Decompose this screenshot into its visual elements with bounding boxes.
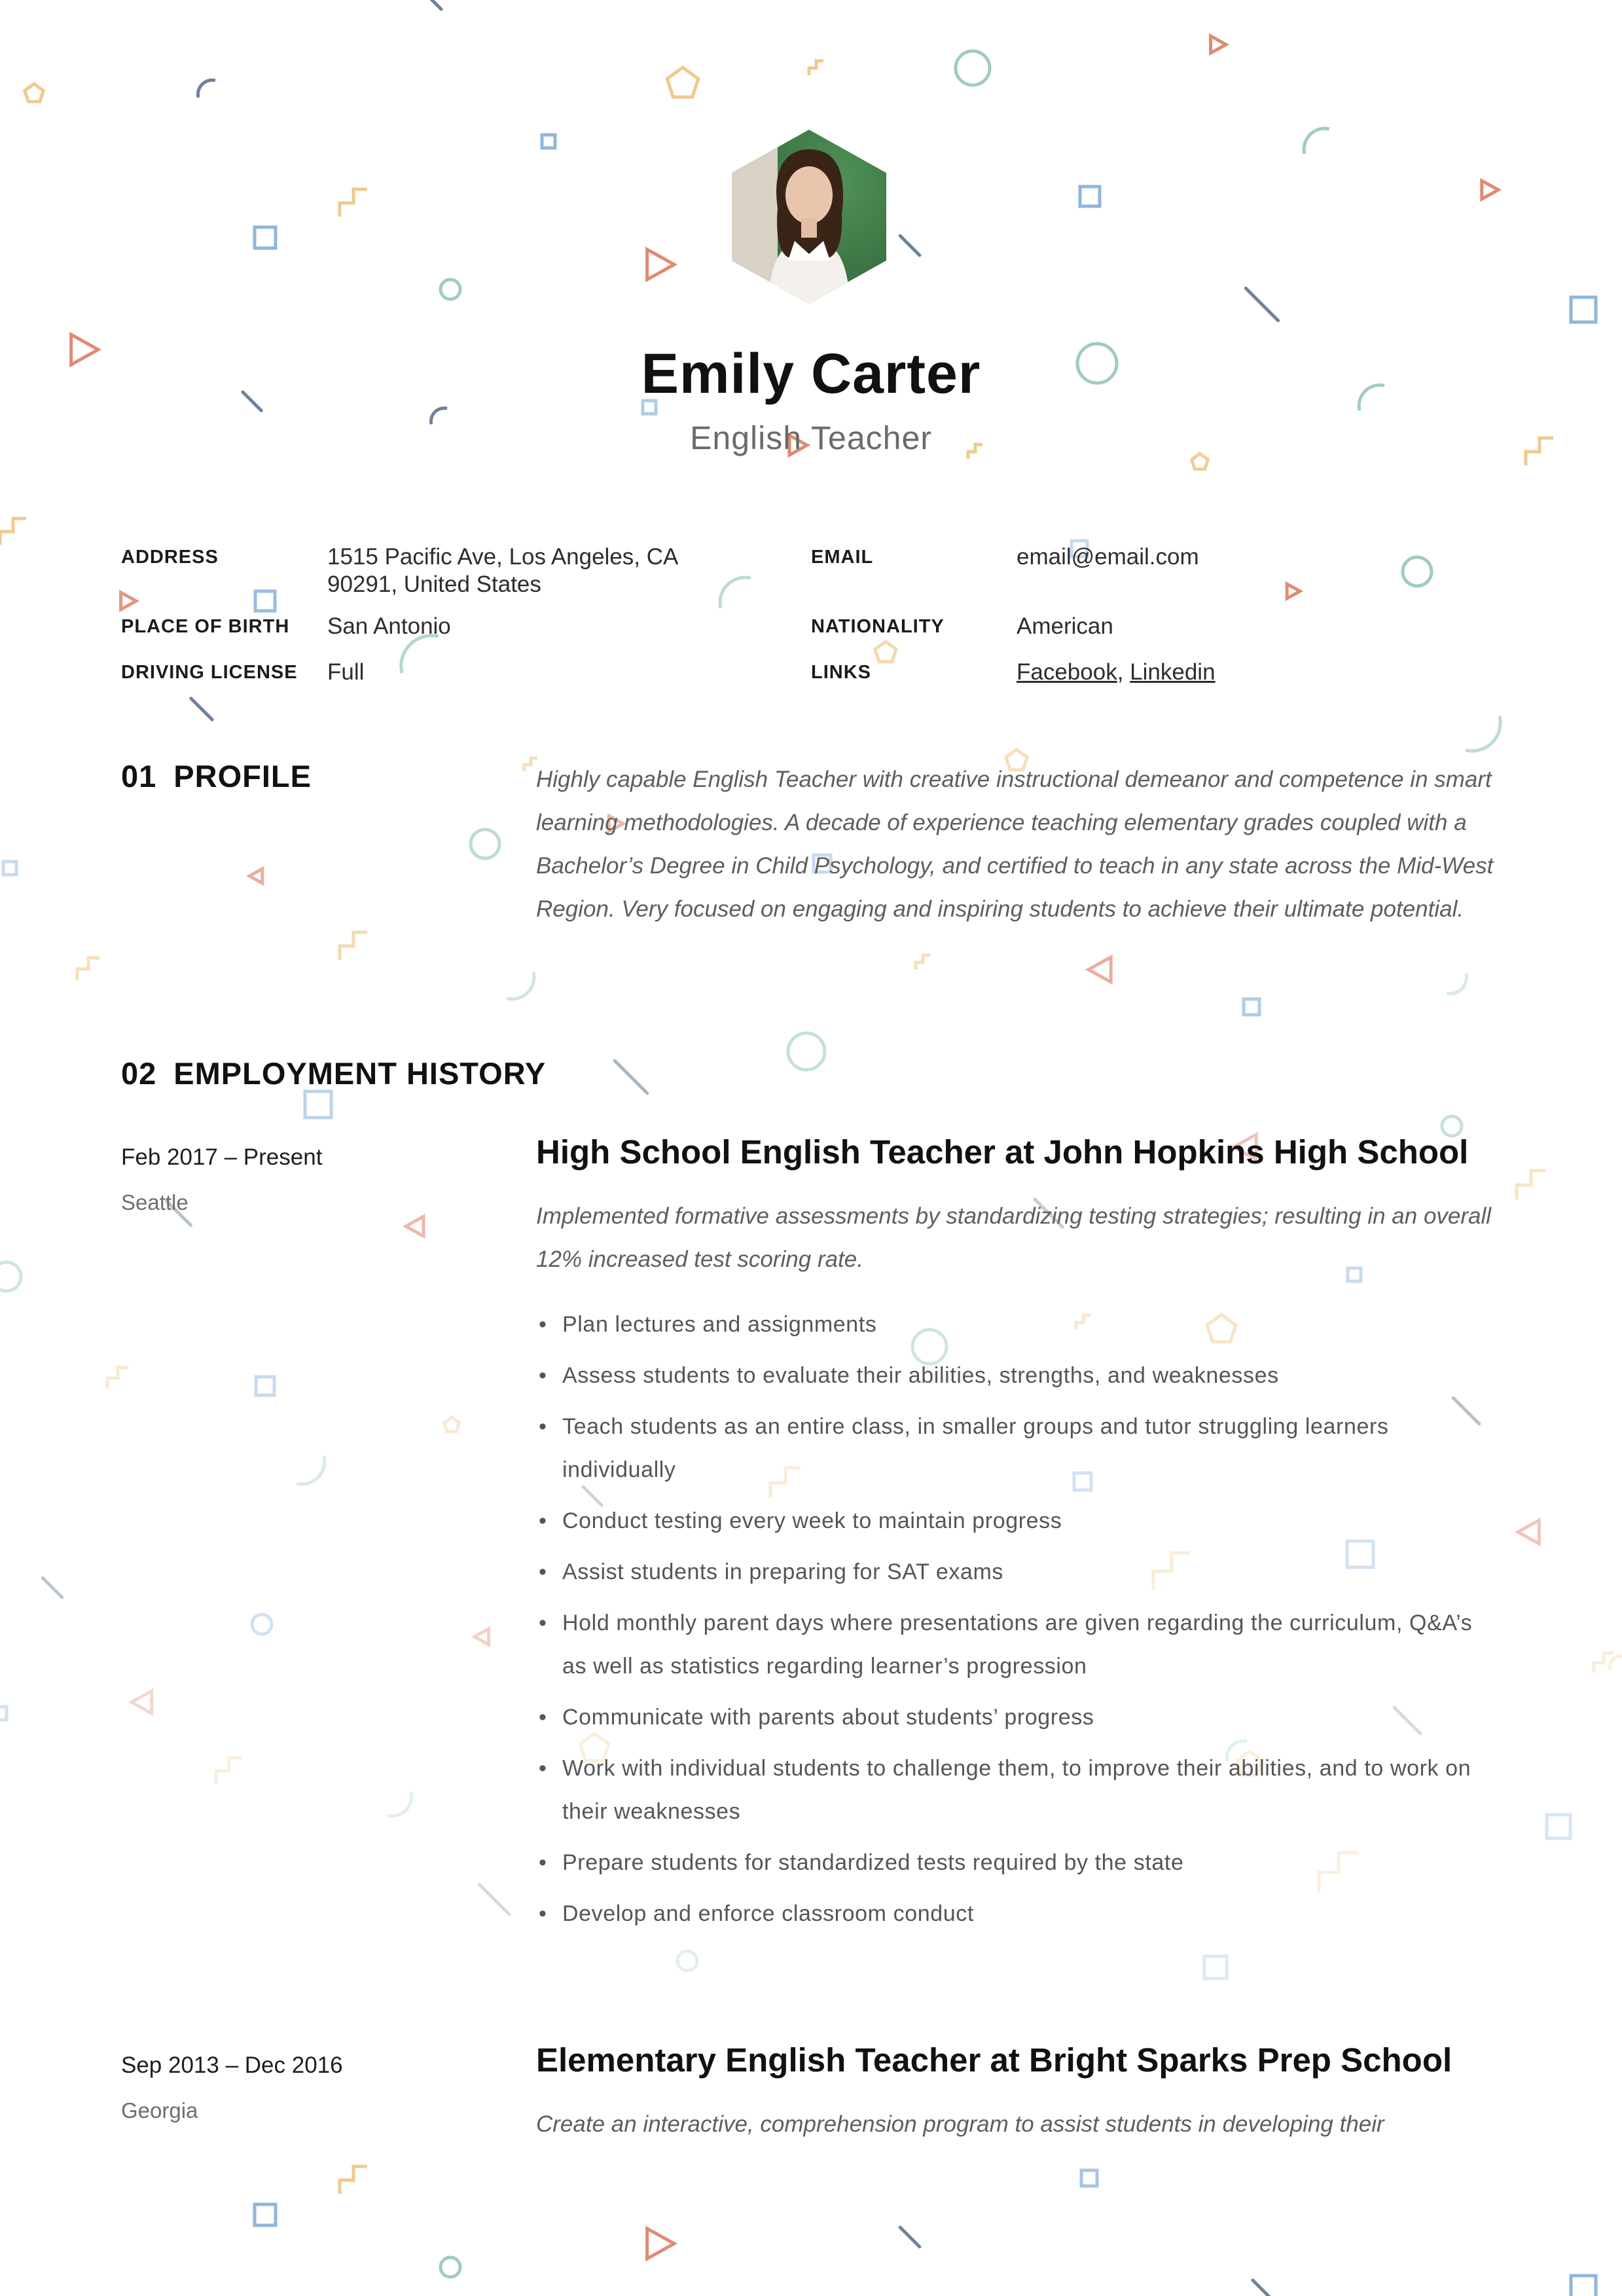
list-item-text: Assess students to evaluate their abilities, strengths, and weaknesses	[562, 1363, 1279, 1388]
address-value	[327, 543, 678, 598]
list-item	[536, 1601, 1498, 1688]
address-line-1: 1515 Pacific Ave, Los Angeles, CA	[327, 544, 679, 570]
section-number: 01	[121, 759, 157, 793]
job-1-title: High School English Teacher at John Hopkins High School	[536, 1133, 1469, 1171]
email-value[interactable]: email@email.com	[1017, 544, 1199, 570]
list-item	[536, 1892, 1498, 1935]
job-2-dates: Sep 2013 – Dec 2016	[121, 2052, 343, 2078]
list-item	[536, 1550, 1498, 1594]
bullet-icon: •	[539, 1414, 547, 1439]
list-item-text: Hold monthly parent days where presentations are given regarding the curriculum, Q&A’s as well as statistics regarding learner’s progression	[562, 1611, 1473, 1679]
address-label: ADDRESS	[121, 547, 219, 568]
list-item-text: Develop and enforce classroom conduct	[562, 1901, 974, 1926]
bullet-icon: •	[539, 1850, 547, 1875]
candidate-name: Emily Carter	[641, 342, 981, 405]
list-item	[536, 1696, 1498, 1739]
linkedin-link[interactable]: Linkedin	[1130, 659, 1216, 685]
job-2-summary: Create an interactive, comprehension program to assist students in developing their	[536, 2111, 1384, 2137]
facebook-link[interactable]: Facebook	[1017, 659, 1117, 685]
section-heading: EMPLOYMENT HISTORY	[173, 1056, 547, 1091]
candidate-title: English Teacher	[690, 420, 932, 456]
list-item-text: Plan lectures and assignments	[562, 1312, 877, 1337]
bullet-icon: •	[539, 1508, 547, 1533]
bullet-icon: •	[539, 1705, 547, 1730]
list-item-text: Communicate with parents about students’ progress	[562, 1705, 1094, 1730]
profile-heading	[121, 758, 312, 794]
bullet-icon: •	[539, 1611, 547, 1635]
job-1-summary: Implemented formative assessments by standardizing testing strategies; resulting in an overall 12% increased test scoring rate.	[536, 1203, 1492, 1272]
bullet-icon: •	[539, 1756, 547, 1781]
list-item	[536, 1303, 1498, 1346]
job-2-title: Elementary English Teacher at Bright Sparks Prep School	[536, 2041, 1452, 2079]
list-item-text: Work with individual students to challenge them, to improve their abilities, and to work on their weaknesses	[562, 1756, 1471, 1824]
bullet-icon: •	[539, 1363, 547, 1388]
list-item-text: Assist students in preparing for SAT exams	[562, 1559, 1004, 1584]
email-label: EMAIL	[811, 547, 874, 568]
profile-photo	[732, 130, 886, 304]
list-item	[536, 1499, 1498, 1542]
links-value	[1017, 659, 1216, 686]
job-1-responsibilities	[536, 1303, 1498, 1943]
driving-license-label: DRIVING LICENSE	[121, 662, 298, 683]
links-label: LINKS	[811, 662, 871, 683]
list-item-text: Teach students as an entire class, in smaller groups and tutor struggling learners individually	[562, 1414, 1389, 1482]
list-item-text: Conduct testing every week to maintain progress	[562, 1508, 1062, 1533]
job-2-city: Georgia	[121, 2098, 198, 2123]
list-item-text: Prepare students for standardized tests required by the state	[562, 1850, 1184, 1875]
list-item	[536, 1405, 1498, 1491]
driving-license-value: Full	[327, 659, 365, 685]
list-item	[536, 1747, 1498, 1833]
list-item	[536, 1354, 1498, 1397]
address-line-2: 90291, United States	[327, 572, 541, 597]
job-1-dates: Feb 2017 – Present	[121, 1144, 323, 1170]
employment-heading	[121, 1055, 546, 1091]
links-separator: ,	[1117, 659, 1130, 685]
profile-summary: Highly capable English Teacher with creative instructional demeanor and competence in smart learning methodologies. A decade of experience teaching elementary grades coupled with a Bachelor’s Degree in Child Psychology, and certified to teach in any state across the Mid-West Region. Very focused on engaging and inspiring students to achieve their ultimate potential.	[536, 767, 1494, 922]
section-heading: PROFILE	[173, 759, 312, 793]
nationality-value: American	[1017, 613, 1113, 639]
place-of-birth-label: PLACE OF BIRTH	[121, 616, 290, 637]
bullet-icon: •	[539, 1559, 547, 1584]
bullet-icon: •	[539, 1901, 547, 1926]
job-1-city: Seattle	[121, 1190, 189, 1214]
bullet-icon: •	[539, 1312, 547, 1337]
list-item	[536, 1841, 1498, 1884]
place-of-birth-value: San Antonio	[327, 613, 451, 639]
section-number: 02	[121, 1056, 157, 1091]
nationality-label: NATIONALITY	[811, 616, 945, 637]
